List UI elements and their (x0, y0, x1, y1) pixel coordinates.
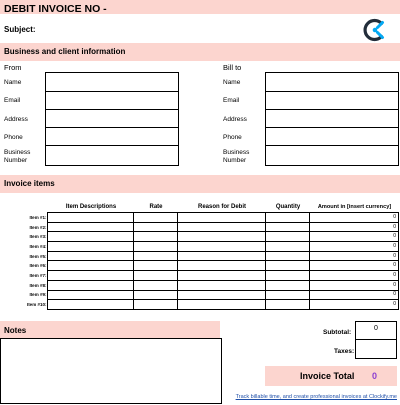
quantity-cell[interactable] (266, 213, 310, 223)
amount-cell: 0 (310, 261, 399, 271)
from-business-number-label: Business Number (4, 149, 31, 164)
item-label: Item #9: (29, 292, 47, 298)
from-phone-input[interactable] (46, 128, 177, 145)
business-section-band (0, 43, 400, 61)
table-row (4, 213, 399, 223)
notes-band (0, 321, 220, 339)
description-cell[interactable] (48, 271, 134, 281)
reason-cell[interactable] (178, 232, 266, 242)
from-phone-label: Phone (4, 134, 23, 141)
quantity-cell[interactable] (266, 242, 310, 252)
rate-cell[interactable] (134, 300, 178, 310)
amount-cell: 0 (310, 271, 399, 281)
reason-cell[interactable] (178, 290, 266, 300)
rate-cell[interactable] (134, 280, 178, 290)
item-label: Item #7: (29, 272, 47, 278)
from-email-label: Email (4, 97, 21, 104)
table-row (4, 261, 399, 271)
quantity-cell[interactable] (266, 251, 310, 261)
bill-to-phone-input[interactable] (266, 128, 397, 145)
amount-cell: 0 (310, 290, 399, 300)
column-header-description: Item Descriptions (65, 204, 117, 210)
rate-cell[interactable] (134, 232, 178, 242)
from-business-number-input[interactable] (46, 146, 177, 164)
bill-to-heading: Bill to (223, 63, 242, 72)
invoice-title: DEBIT INVOICE NO - (4, 3, 107, 15)
column-header-reason: Reason for Debit (197, 204, 246, 210)
quantity-cell[interactable] (266, 222, 310, 232)
quantity-cell[interactable] (266, 280, 310, 290)
reason-cell[interactable] (178, 271, 266, 281)
bill-to-email-label: Email (223, 97, 240, 104)
description-cell[interactable] (48, 290, 134, 300)
bill-to-email-input[interactable] (266, 92, 397, 109)
reason-cell[interactable] (178, 300, 266, 310)
bill-to-phone-label: Phone (223, 134, 242, 141)
item-label: Item #10: (26, 302, 47, 308)
bill-to-name-input[interactable] (266, 73, 397, 91)
table-row (4, 251, 399, 261)
description-cell[interactable] (48, 300, 134, 310)
description-cell[interactable] (48, 251, 134, 261)
bill-to-name-label: Name (223, 79, 241, 86)
description-cell[interactable] (48, 213, 134, 223)
bill-to-address-label: Address (223, 116, 247, 123)
amount-cell: 0 (310, 251, 399, 261)
items-section-heading: Invoice items (4, 179, 55, 188)
amount-cell: 0 (310, 280, 399, 290)
subtotal-label: Subtotal: (323, 329, 352, 336)
description-cell[interactable] (48, 261, 134, 271)
table-row (4, 271, 399, 281)
reason-cell[interactable] (178, 222, 266, 232)
from-name-label: Name (4, 79, 22, 86)
business-section-heading: Business and client information (4, 47, 126, 56)
table-row (4, 232, 399, 242)
bill-to-address-input[interactable] (266, 110, 397, 127)
column-header-rate: Rate (149, 204, 163, 210)
amount-cell: 0 (310, 300, 399, 310)
subject-label: Subject: (4, 25, 36, 34)
item-label: Item #2: (29, 224, 47, 230)
item-label: Item #3: (29, 234, 47, 240)
from-email-input[interactable] (46, 92, 177, 109)
bill-to-business-number-label: Business Number (223, 149, 250, 164)
description-cell[interactable] (48, 242, 134, 252)
subtotal-value-box (355, 321, 397, 341)
table-row (4, 280, 399, 290)
invoice-total-value: 0 (372, 371, 378, 381)
invoice-total-band (265, 366, 397, 386)
taxes-input[interactable] (355, 339, 397, 359)
table-row (4, 242, 399, 252)
from-heading: From (4, 63, 22, 72)
item-label: Item #5: (29, 253, 47, 259)
description-cell[interactable] (48, 232, 134, 242)
item-label: Item #6: (29, 263, 47, 269)
rate-cell[interactable] (134, 290, 178, 300)
rate-cell[interactable] (134, 271, 178, 281)
rate-cell[interactable] (134, 251, 178, 261)
amount-cell: 0 (310, 222, 399, 232)
clockify-footer-link[interactable]: Track billable time, and create professional invoices at Clockify.me (235, 394, 397, 400)
rate-cell[interactable] (134, 222, 178, 232)
column-header-amount: Amount in [insert currency] (317, 204, 392, 210)
amount-cell: 0 (310, 213, 399, 223)
rate-cell[interactable] (134, 261, 178, 271)
subtotal-value: 0 (374, 325, 378, 332)
items-table (4, 212, 399, 310)
item-label: Item #4: (29, 243, 47, 249)
quantity-cell[interactable] (266, 271, 310, 281)
table-row (4, 300, 399, 310)
table-row (4, 222, 399, 232)
notes-heading: Notes (4, 326, 27, 335)
items-section-band (0, 175, 400, 193)
reason-cell[interactable] (178, 242, 266, 252)
quantity-cell[interactable] (266, 232, 310, 242)
reason-cell[interactable] (178, 261, 266, 271)
from-address-input[interactable] (46, 110, 177, 127)
reason-cell[interactable] (178, 213, 266, 223)
quantity-cell[interactable] (266, 300, 310, 310)
table-row (4, 290, 399, 300)
amount-cell: 0 (310, 232, 399, 242)
item-label: Item #1: (29, 214, 47, 220)
rate-cell[interactable] (134, 242, 178, 252)
reason-cell[interactable] (178, 280, 266, 290)
bill-to-business-number-input[interactable] (266, 146, 397, 164)
taxes-label: Taxes: (334, 348, 355, 355)
from-address-label: Address (4, 116, 28, 123)
description-cell[interactable] (48, 222, 134, 232)
from-name-input[interactable] (46, 73, 177, 91)
notes-textarea[interactable] (0, 338, 222, 404)
amount-cell: 0 (310, 242, 399, 252)
rate-cell[interactable] (134, 213, 178, 223)
item-label: Item #8: (29, 282, 47, 288)
clockify-logo-icon (362, 17, 388, 43)
quantity-cell[interactable] (266, 261, 310, 271)
column-header-quantity: Quantity (275, 204, 301, 210)
reason-cell[interactable] (178, 251, 266, 261)
quantity-cell[interactable] (266, 290, 310, 300)
description-cell[interactable] (48, 280, 134, 290)
invoice-total-label: Invoice Total (300, 371, 355, 381)
